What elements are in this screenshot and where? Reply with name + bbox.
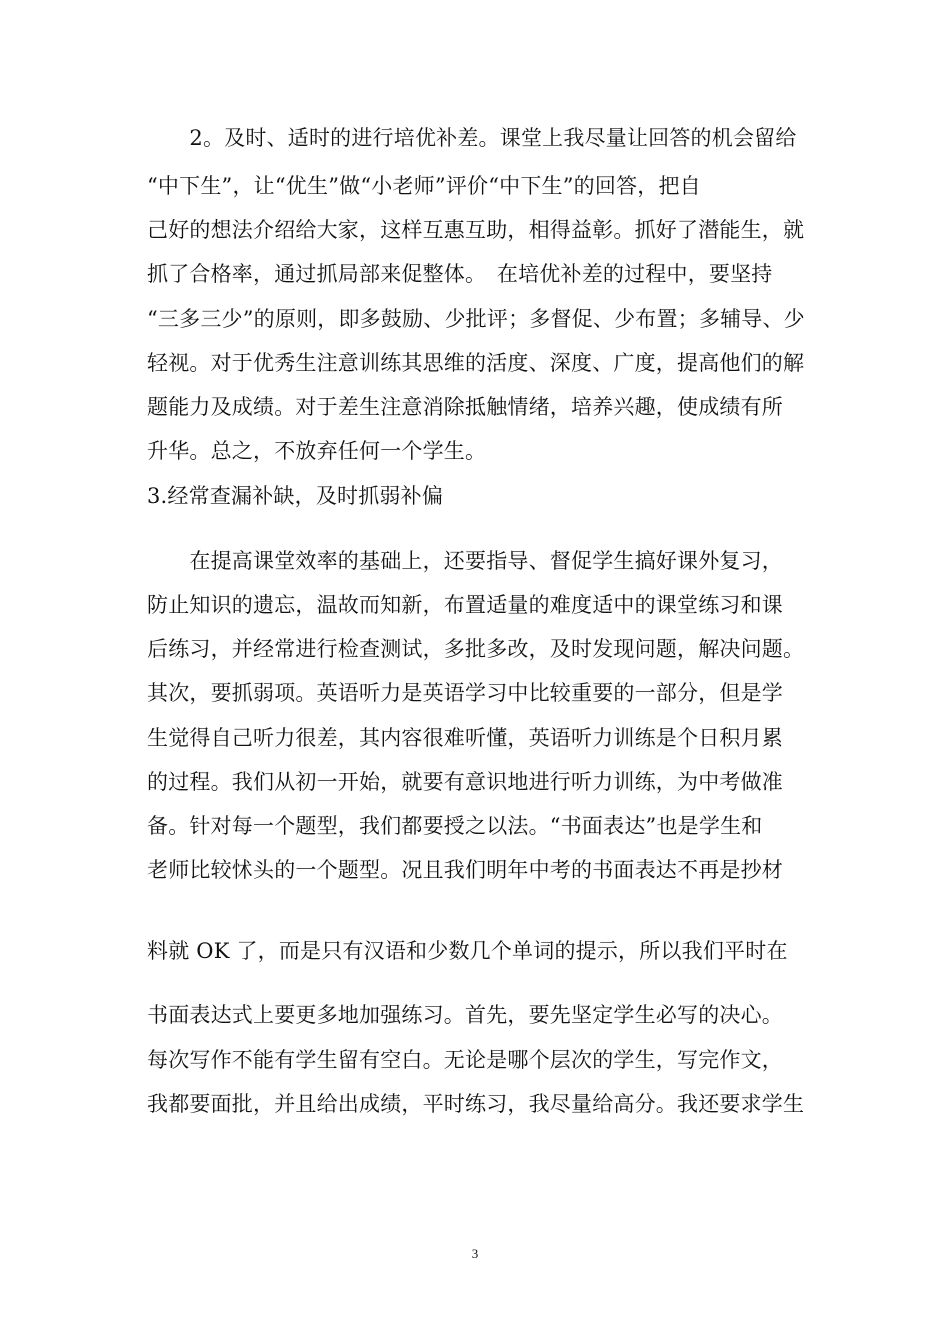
text-line: 防止知识的遗忘，温故而知新，布置适量的难度适中的课堂练习和课 [147, 593, 783, 617]
text-line: 书面表达式上要更多地加强练习。首先，要先坚定学生必写的决心。 [147, 1003, 783, 1027]
text-line: 生觉得自己听力很差，其内容很难听懂，英语听力训练是个日积月累 [147, 726, 783, 750]
text-line: 抓了合格率，通过抓局部来促整体。 在培优补差的过程中，要坚持 [147, 262, 773, 286]
section-heading: 3.经常查漏补缺，及时抓弱补偏 [147, 484, 444, 508]
text-line: 后练习，并经常进行检查测试，多批多改，及时发现问题，解决问题。 [147, 637, 805, 661]
page-number: 3 [471, 1246, 479, 1261]
text-line: “中下生”，让“优生”做“小老师”评价“中下生”的回答，把自 [147, 174, 701, 198]
text-line: 备。针对每一个题型，我们都要授之以法。“书面表达”也是学生和 [147, 814, 763, 838]
text-line: 料就 OK 了，而是只有汉语和少数几个单词的提示，所以我们平时在 [147, 939, 788, 963]
text-line: 2。及时、适时的进行培优补差。课堂上我尽量让回答的机会留给 [147, 126, 797, 150]
text-line: 题能力及成绩。对于差生注意消除抵触情绪，培养兴趣，使成绩有所 [147, 395, 783, 419]
text-line: “三多三少”的原则，即多鼓励、少批评；多督促、少布置；多辅导、少 [147, 307, 805, 331]
text-line: 其次，要抓弱项。英语听力是英语学习中比较重要的一部分，但是学 [147, 681, 783, 705]
text-line: 轻视。对于优秀生注意训练其思维的活度、深度、广度，提高他们的解 [147, 351, 805, 375]
text-line: 老师比较怵头的一个题型。况且我们明年中考的书面表达不再是抄材 [147, 858, 783, 882]
text-line: 我都要面批，并且给出成绩，平时练习，我尽量给高分。我还要求学生 [147, 1092, 805, 1116]
text-line: 的过程。我们从初一开始，就要有意识地进行听力训练，为中考做准 [147, 770, 783, 794]
text-line: 升华。总之，不放弃任何一个学生。 [147, 439, 487, 463]
text-line: 每次写作不能有学生留有空白。无论是哪个层次的学生，写完作文， [147, 1048, 783, 1072]
text-line: 己好的想法介绍给大家，这样互惠互助，相得益彰。抓好了潜能生，就 [147, 218, 805, 242]
text-line: 在提高课堂效率的基础上，还要指导、督促学生搞好课外复习， [147, 549, 783, 573]
